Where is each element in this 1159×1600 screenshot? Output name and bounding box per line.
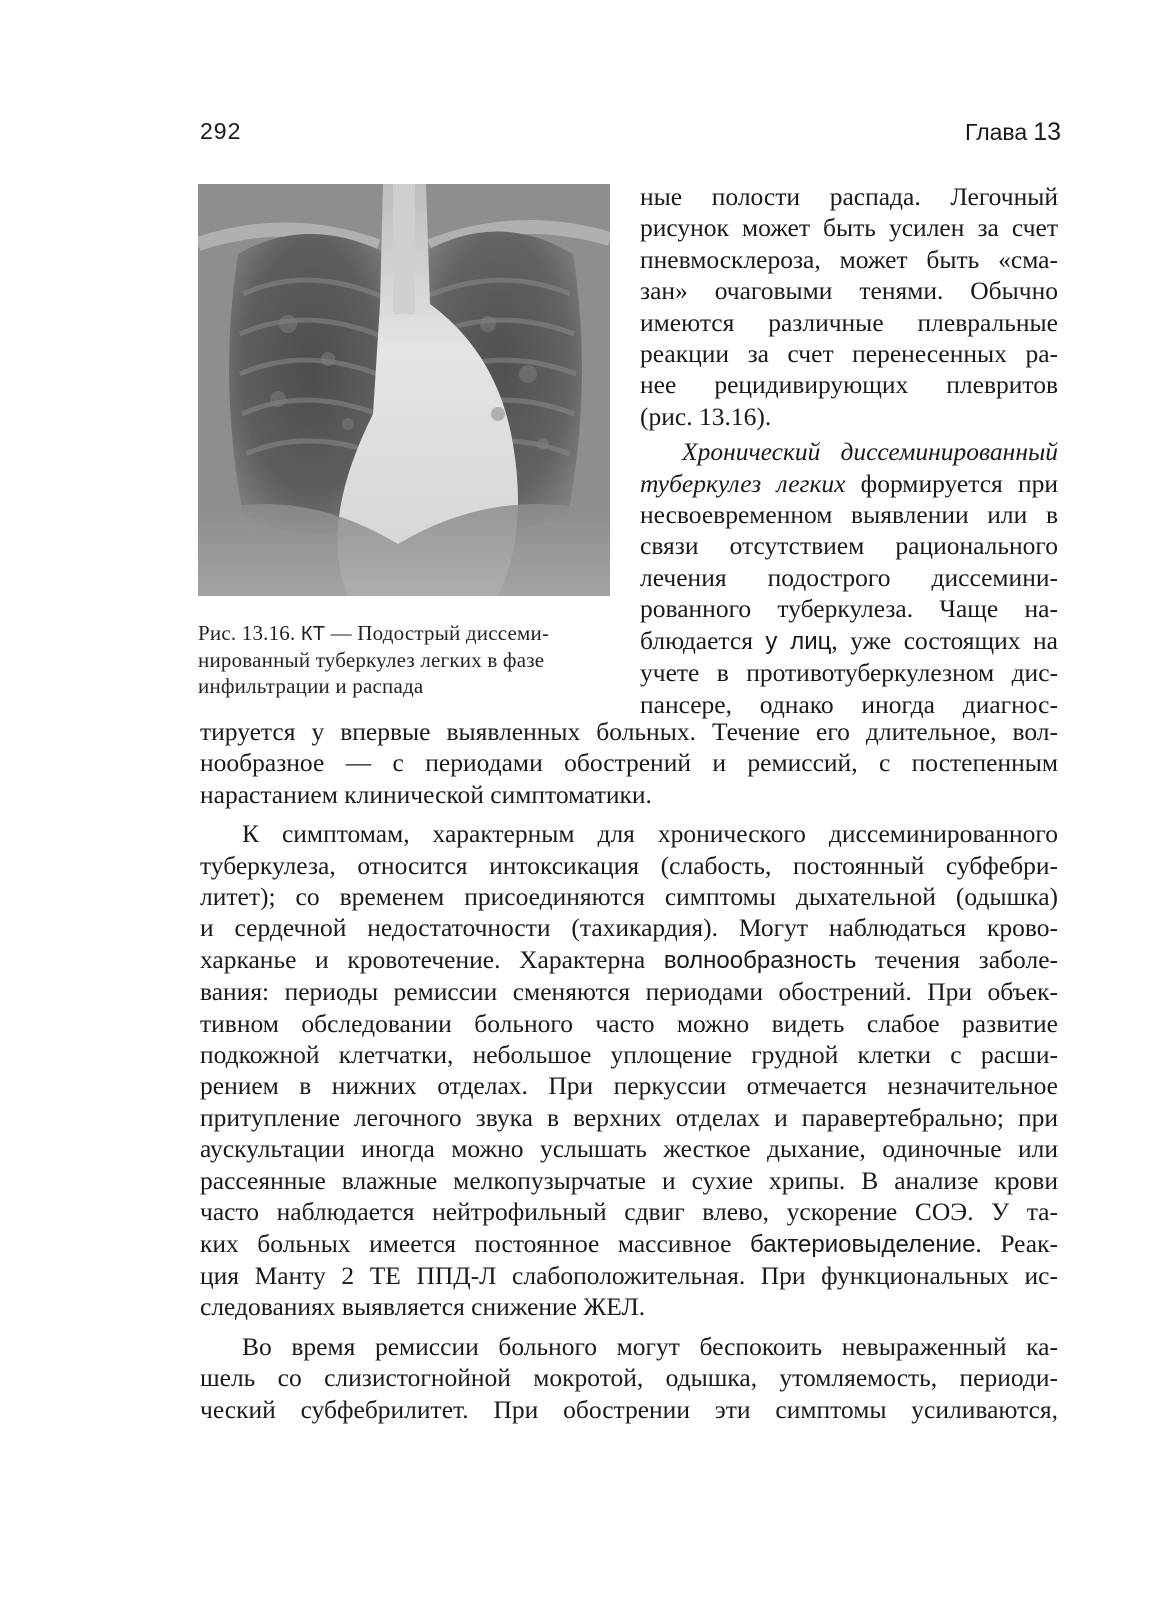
- text-line: ческий субфебрилитет. При обострении эти симптомы усиливаются,: [200, 1394, 1058, 1424]
- text-line: аускультации иногда можно услышать жесткое дыхание, одиночные или: [200, 1134, 1058, 1164]
- emphasis-term: бактериовыделение: [750, 1230, 976, 1258]
- running-head: [200, 118, 1061, 150]
- text-line: рассеянные влажные мелкопузырчатые и сухие хрипы. В анализе крови: [200, 1165, 1058, 1195]
- main-body-text: [200, 716, 1058, 1425]
- chest-xray-image: [198, 184, 610, 596]
- right-column-text: [640, 181, 1058, 720]
- text-line: К симптомам, характерным для хронического диссеминированного: [242, 819, 1058, 849]
- text-line: и сердечной недостаточности (тахикардия). Могут наблюдаться крово-: [200, 913, 1058, 943]
- page-number: 292: [200, 118, 242, 144]
- text-line: часто наблюдается нейтрофильный сдвиг влево, ускорение СОЭ. У та-: [200, 1197, 1058, 1227]
- caption-line-1: [198, 620, 616, 647]
- text-line: шель со слизистогнойной мокротой, одышка, утомляемость, периоди-: [200, 1363, 1058, 1393]
- text-line: реакции за счет перенесенных ра-: [640, 339, 1058, 369]
- text-line: [200, 944, 1058, 976]
- italic-term: туберкулез легких: [640, 468, 846, 498]
- chapter-label: Глава: [965, 119, 1028, 145]
- text-line: туберкулеза, относится интоксикация (слабость, постоянный субфебри-: [200, 850, 1058, 880]
- figure-caption: [198, 620, 616, 699]
- text-line: ция Манту 2 ТЕ ППД-Л слабоположительная. При функциональных ис-: [200, 1260, 1058, 1290]
- text-line: пневмосклероза, может быть «сма-: [640, 244, 1058, 274]
- text-line: [200, 1228, 1058, 1260]
- chapter-title: [965, 118, 1061, 147]
- caption-line-3: инфильтрации и распада: [198, 674, 424, 698]
- text-fragment: блюдается: [640, 625, 766, 655]
- text-line: нее рецидивирующих плевритов: [640, 370, 1058, 400]
- text-line: следованиях выявляется снижение ЖЕЛ.: [200, 1292, 646, 1322]
- caption-prefix: Рис. 13.16.: [198, 621, 296, 645]
- italic-term-line: Хронический диссеминированный: [682, 437, 1058, 467]
- text-line: [640, 468, 1058, 499]
- caption-line-2: нированный туберкулез легких в фазе: [198, 648, 545, 672]
- text-line: имеются различные плевральные: [640, 307, 1058, 337]
- text-line: литет); со временем присоединяются симптомы дыхательной (одышка): [200, 882, 1058, 912]
- text-line: (рис. 13.16).: [640, 401, 772, 431]
- text-fragment: , уже состоящих на: [831, 625, 1059, 655]
- text-fragment: формируется при: [845, 468, 1058, 498]
- text-fragment: харканье и кровотечение. Характерна: [200, 944, 664, 974]
- text-line: лечения подострого диссемини-: [640, 562, 1058, 592]
- text-line: ные полости распада. Легочный: [640, 182, 1058, 211]
- text-line: тивном обследовании больного часто можно видеть слабое развитие: [200, 1008, 1058, 1038]
- caption-rest: — Подострый диссеми-: [330, 621, 550, 645]
- text-fragment: . Реак-: [975, 1228, 1058, 1258]
- text-line: притупление легочного звука в верхних отделах и паравертебрально; при: [200, 1102, 1058, 1132]
- text-line: подкожной клетчатки, небольшое уплощение грудной клетки с расши-: [200, 1040, 1058, 1070]
- text-fragment: ких больных имеется постоянное массивное: [200, 1228, 751, 1258]
- text-line: [640, 625, 1058, 657]
- text-line: тируется у впервые выявленных больных. Течение его длительное, вол-: [200, 717, 1058, 746]
- emphasis-term: волнообразность: [663, 946, 857, 974]
- text-line: рением в нижних отделах. При перкуссии отмечается незначительное: [200, 1071, 1058, 1101]
- text-line: нарастанием клинической симптоматики.: [200, 779, 652, 809]
- emphasis-term: у лиц: [765, 627, 832, 655]
- text-line: связи отсутствием рационального: [640, 531, 1058, 561]
- caption-kt: КТ: [300, 623, 326, 645]
- text-line: пансере, однако иногда диагнос-: [640, 689, 1058, 719]
- chapter-number: 13: [1033, 118, 1061, 146]
- text-fragment: течения заболе-: [856, 944, 1058, 974]
- text-line: зан» очаговыми тенями. Обычно: [640, 276, 1058, 306]
- text-line: несвоевременном выявлении или в: [640, 500, 1058, 530]
- chest-xray-illustration: [198, 184, 610, 596]
- text-line: вания: периоды ремиссии сменяются периодами обострений. При объек-: [200, 977, 1058, 1007]
- text-line: Во время ремиссии больного могут беспокоить невыраженный ка-: [242, 1331, 1058, 1361]
- text-line: учете в противотуберкулезном дис-: [640, 658, 1058, 688]
- text-line: рисунок может быть усилен за счет: [640, 213, 1058, 243]
- text-line: рованного туберкулеза. Чаще на-: [640, 594, 1058, 624]
- text-line: нообразное — с периодами обострений и ремиссий, с постепенным: [200, 748, 1058, 778]
